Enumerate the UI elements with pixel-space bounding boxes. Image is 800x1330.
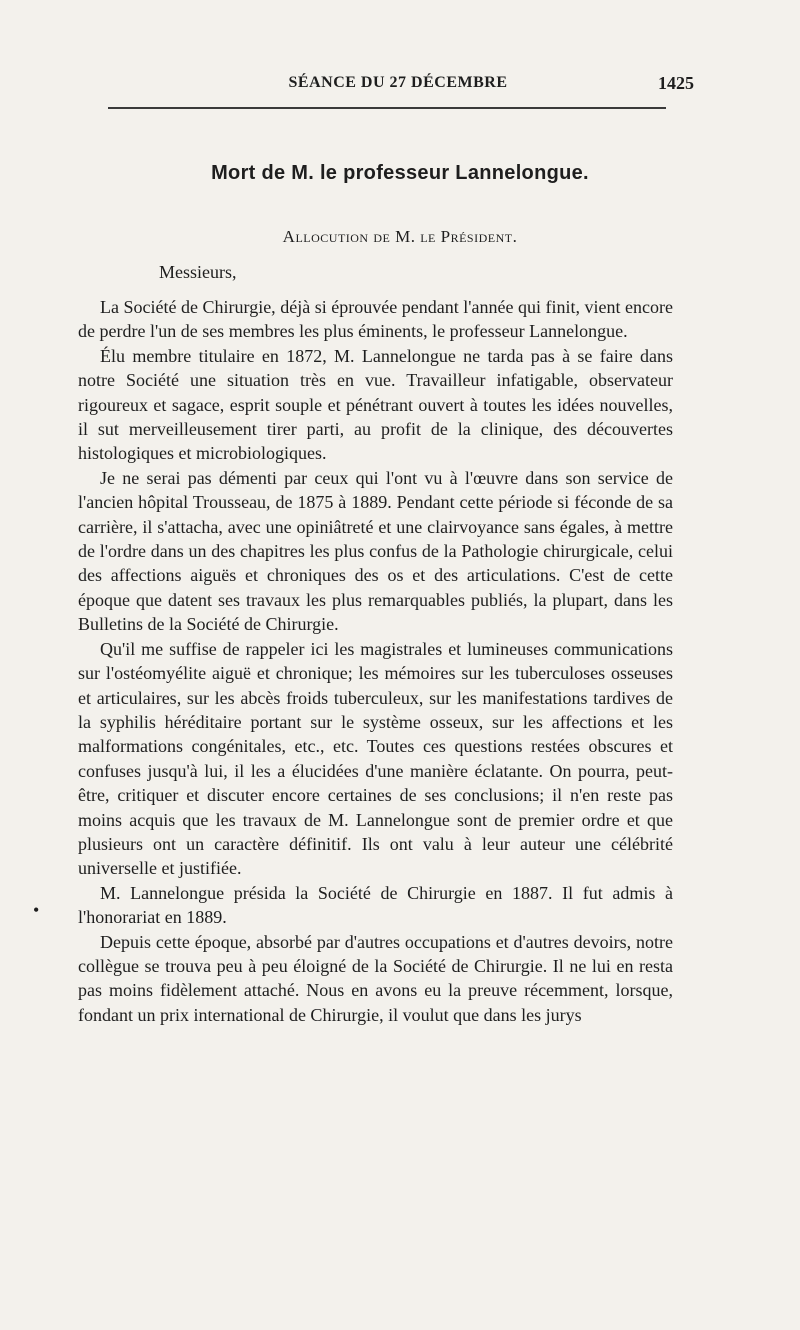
margin-mark: • xyxy=(33,900,40,920)
paragraph-6: Depuis cette époque, absorbé par d'autres occupations et d'autres devoirs, notre collègue se trouva peu à peu éloigné de la Société de Chirurgie. Il ne lui en resta pas moins fidèlement attaché. Nous en avons eu la preuve récemment, lorsque, fondant un prix international de Chirurgie, il voulut que dans les jurys xyxy=(78,931,673,1025)
article-title: Mort de M. le professeur Lannelongue. xyxy=(211,162,589,184)
article-body xyxy=(78,295,673,1027)
paragraph-1: La Société de Chirurgie, déjà si éprouvée pendant l'année qui finit, vient encore de perdre l'un de ses membres les plus éminents, le professeur Lannelongue. xyxy=(78,297,673,342)
running-header xyxy=(110,73,694,98)
paragraph-2: Élu membre titulaire en 1872, M. Lannelongue ne tarda pas à se faire dans notre Société une situation très en vue. Travailleur infatigable, observateur rigoureux et sagace, esprit souple et pénétrant ouvert à toutes les idées nouvelles, il sut merveilleusement tirer parti, au profit de la clinique, des découvertes histologiques et microbiologiques. xyxy=(78,345,673,464)
running-title: SÉANCE DU 27 DÉCEMBRE xyxy=(288,74,508,91)
paragraph-3: Je ne serai pas démenti par ceux qui l'ont vu à l'œuvre dans son service de l'ancien hôpital Trousseau, de 1875 à 1889. Pendant cette période si féconde de sa carrière, il s'attacha, avec une opiniâtreté et une clairvoyance sans égales, à mettre de l'ordre dans un des chapitres les plus confus de la Pathologie chirurgicale, celui des affections aiguës et chroniques des os et des articulations. C'est de cette époque que datent ses travaux les plus remarquables publiés, la plupart, dans les Bulletins de la Société de Chirurgie. xyxy=(78,467,673,635)
paragraph-5: M. Lannelongue présida la Société de Chirurgie en 1887. Il fut admis à l'honorariat en 1889. xyxy=(78,882,673,928)
salutation: Messieurs, xyxy=(159,262,237,282)
header-rule xyxy=(108,107,666,109)
page-number: 1425 xyxy=(658,73,694,93)
article-subtitle: Allocution de M. le Président. xyxy=(282,227,518,246)
paragraph-4: Qu'il me suffise de rappeler ici les magistrales et lumineuses communications sur l'ostéomyélite aiguë et chronique; les mémoires sur les tuberculoses osseuses et articulaires, sur les abcès froids tuberculeux, sur les manifestations tardives de la syphilis héréditaire portant sur le système osseux, sur les affections et les malformations congénitales, etc., etc. Toutes ces questions restées obscures et confuses jusqu'à lui, il les a élucidées d'une manière éclatante. On pourra, peut-être, critiquer et discuter encore certaines de ses conclusions; il n'en reste pas moins acquis que les travaux de M. Lannelongue sont de premier ordre et que plusieurs ont un caractère définitif. Ils ont valu à leur auteur une célébrité universelle et justifiée. xyxy=(78,638,673,879)
